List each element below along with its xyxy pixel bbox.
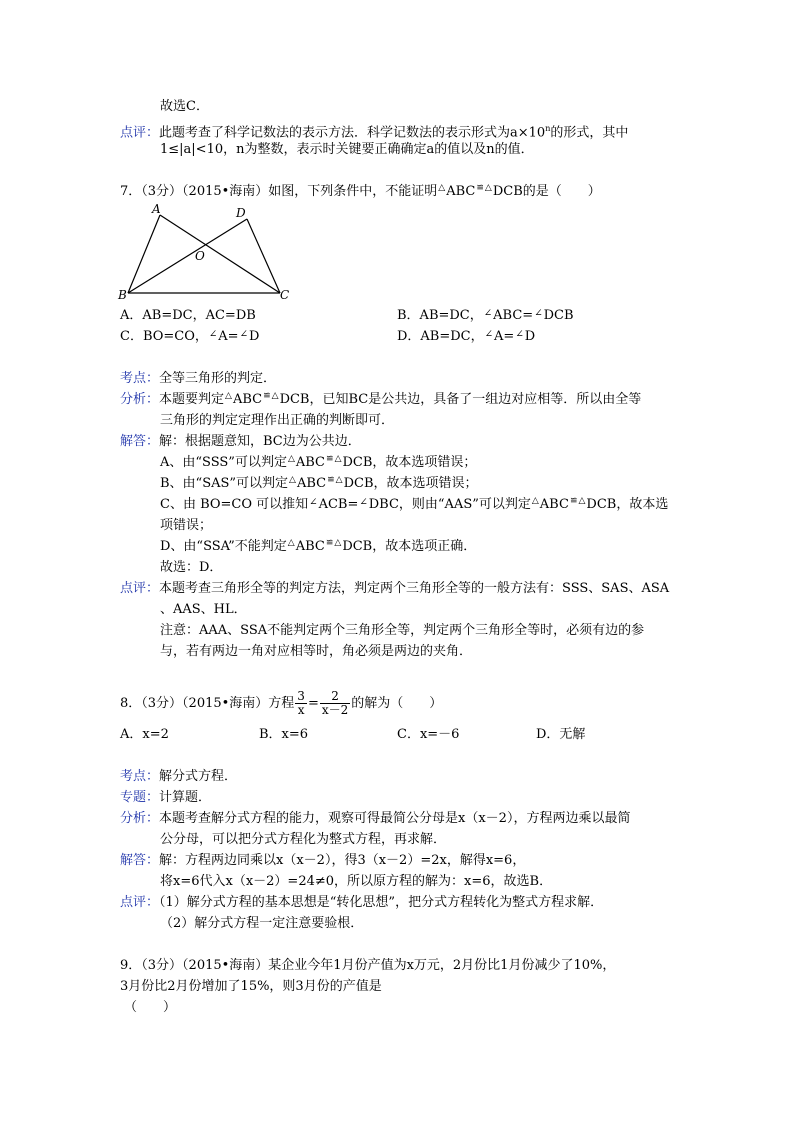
comment-text: 的形式，其中	[550, 125, 629, 141]
option-text: C．BO=CO，	[120, 329, 208, 344]
congruent-symbol: ≌	[476, 183, 483, 193]
fraction-numerator: 2	[320, 690, 350, 704]
q7-jieda-a	[160, 454, 476, 473]
q7-fenxi-line2: 三角形的判定定理作出正确的判断即可．	[160, 413, 395, 428]
jieda-text: ACB=	[318, 497, 359, 512]
jieda-text: B、由“SAS”可以判定	[160, 476, 289, 491]
q7-fenxi-line1	[120, 391, 641, 410]
triangle-symbol: △	[225, 391, 232, 401]
jieda-text: D、由“SSA”不能判定	[160, 539, 287, 554]
triangle-symbol: △	[289, 475, 296, 485]
equals-sign: =	[307, 696, 319, 711]
exponent: n	[545, 124, 551, 133]
tri-name: DCB	[586, 497, 617, 512]
q8-fenxi-line2: 公分母，可以把分式方程化为整式方程，再求解．	[160, 832, 447, 847]
kaodian-tag: 考点：	[120, 769, 160, 784]
fraction-denominator: x－2	[321, 703, 349, 717]
dianping-text: （1）解分式方程的基本思想是“转化思想”，把分式方程转化为整式方程求解．	[159, 895, 604, 910]
fraction-numerator: 3	[297, 689, 305, 703]
q8-jieda-line1	[120, 852, 525, 870]
jieda-text: 解：根据题意知，BC边为公共边．	[159, 434, 361, 449]
angle-symbol: ∠	[483, 308, 493, 319]
stem-text: 8．（3分）（2015•海南）方程	[120, 696, 295, 711]
triangle-symbol: △	[287, 454, 295, 464]
angle-symbol: ∠	[239, 329, 248, 340]
option-text: B．AB=DC，	[397, 308, 483, 323]
triangle-symbol: △	[287, 538, 295, 548]
q8-kaodian	[120, 768, 237, 786]
tri-name: DCB	[492, 184, 523, 199]
seg-AB	[128, 215, 160, 293]
q7-option-b	[397, 307, 574, 326]
jieda-text: DBC，则由“AAS”可以判定	[368, 497, 531, 512]
fenxi-tag: 分析：	[120, 392, 160, 407]
option-text: DCB	[543, 308, 574, 323]
q8-option-a: A．x=2	[120, 727, 169, 742]
fraction-3-over-x	[295, 690, 307, 717]
fenxi-tag: 分析：	[120, 811, 160, 826]
q9-stem-line1: 9．（3分）（2015•海南）某企业今年1月份产值为x万元，2月份比1月份减少了10%，	[120, 958, 616, 973]
q7-dianping-line2: 、AAS、HL．	[160, 602, 247, 617]
congruent-symbol: ≌	[326, 454, 333, 464]
dianping-tag: 点评：	[120, 581, 160, 596]
tri-name: DCB	[343, 476, 374, 491]
option-text: A=	[218, 329, 239, 344]
jieda-text: ，故本选项错误；	[372, 455, 477, 470]
jieda-text: 解：方程两边同乘以x（x－2），得3（x－2）=2x，解得x=6，	[159, 853, 526, 868]
fenxi-text: 本题要判定	[159, 392, 225, 407]
q7-kaodian	[120, 370, 276, 388]
jieda-tag: 解答：	[120, 853, 160, 868]
option-text: ABC=	[493, 308, 534, 323]
q9-stem-line2: 3月份比2月份增加了15%，则3月份的产值是	[120, 979, 382, 994]
jieda-text: ，故本选项正确．	[372, 539, 477, 554]
tri-name: DCB	[342, 539, 373, 554]
kaodian-text: 全等三角形的判定．	[159, 371, 277, 386]
tri-name: ABC	[539, 497, 569, 512]
triangle-symbol: △	[271, 391, 279, 401]
fraction-2-over-x-minus-2	[320, 690, 350, 717]
tri-name: DCB	[342, 455, 373, 470]
tri-name: ABC	[295, 539, 325, 554]
angle-symbol: ∠	[359, 497, 368, 508]
q7-option-c	[120, 328, 259, 347]
comment-tag: 点评：	[120, 125, 160, 141]
option-text: D．AB=DC，	[397, 329, 484, 344]
triangle-symbol: △	[335, 475, 343, 485]
jieda-tag: 解答：	[120, 434, 160, 449]
option-text: D	[248, 329, 260, 344]
angle-symbol: ∠	[484, 329, 494, 340]
tri-name: DCB	[279, 392, 310, 407]
jieda-text: ，故本选项错误；	[373, 476, 478, 491]
q8-stem	[120, 687, 442, 721]
tri-name: ABC	[296, 476, 327, 491]
tri-name: ABC	[295, 455, 326, 470]
q7-figure	[115, 200, 300, 305]
option-text: D	[524, 329, 536, 344]
dianping-tag: 点评：	[120, 895, 160, 910]
q7-option-a: A．AB=DC，AC=DB	[120, 308, 256, 323]
kaodian-text: 解分式方程．	[159, 769, 238, 784]
q7-jieda-line1	[120, 433, 361, 451]
q8-option-c: C．x=－6	[397, 727, 460, 742]
triangle-symbol: △	[578, 496, 586, 506]
angle-symbol: ∠	[515, 329, 524, 340]
q7-dianping-line3: 注意：AAA、SSA不能判定两个三角形全等，判定两个三角形全等时，必须有边的参	[160, 623, 645, 638]
q7-dianping-line4: 与，若有两边一角对应相等时，角必须是两边的夹角．	[160, 644, 473, 659]
fraction-denominator: x	[297, 703, 305, 717]
congruent-symbol: ≌	[263, 391, 270, 401]
congruent-symbol: ≌	[327, 475, 334, 485]
q8-option-b: B．x=6	[259, 727, 309, 742]
q8-option-d: D．无解	[536, 727, 586, 742]
triangle-symbol: △	[438, 183, 446, 193]
label-C: C	[280, 288, 290, 302]
prev-comment-line2: 1≤|a|<10，n为整数，表示时关键要正确确定a的值以及n的值．	[160, 142, 534, 157]
q7-jieda-c-line2: 项错误；	[160, 518, 213, 533]
q7-jieda-b	[160, 475, 478, 494]
label-D: D	[236, 206, 246, 220]
seg-DB	[128, 219, 247, 293]
q8-dianping-line1	[120, 894, 603, 912]
q8-fenxi-line1	[120, 810, 630, 828]
stem-text: 7．（3分）（2015•海南）如图，下列条件中，不能证明	[120, 184, 438, 199]
prev-comment-line1	[120, 120, 628, 142]
fenxi-text: 本题考查解分式方程的能力，观察可得最简公分母是x（x－2），方程两边乘以最简	[159, 811, 631, 826]
comment-text: 此题考查了科学记数法的表示方法．科学记数法的表示形式为a×10	[159, 125, 546, 141]
q8-dianping-line2: （2）解分式方程一定注意要验根．	[160, 916, 364, 931]
label-A: A	[152, 202, 161, 216]
q7-dianping-line1	[120, 580, 669, 598]
angle-symbol: ∠	[309, 497, 318, 508]
label-O: O	[195, 249, 205, 263]
jieda-text: A、由“SSS”可以判定	[160, 455, 287, 470]
triangle-symbol: △	[334, 454, 342, 464]
q9-stem-line3: （ ）	[124, 1000, 177, 1015]
triangle-symbol: △	[484, 183, 492, 193]
label-B: B	[118, 288, 127, 302]
jieda-text: ，故本选	[616, 497, 669, 512]
kaodian-tag: 考点：	[120, 371, 160, 386]
q7-jieda-answer: 故选：D．	[160, 560, 223, 575]
tri-name: ABC	[232, 392, 263, 407]
congruent-symbol: ≌	[325, 538, 333, 548]
zhuanti-tag: 专题：	[120, 790, 160, 805]
prev-answer: 故选C．	[160, 99, 209, 114]
q8-jieda-line2: 将x=6代入x（x－2）=24≠0，所以原方程的解为：x=6，故选B．	[160, 874, 553, 889]
option-text: A=	[494, 329, 515, 344]
congruent-symbol: ≌	[569, 496, 577, 506]
fenxi-text: ，已知BC是公共边，具备了一组边对应相等．所以由全等	[309, 392, 642, 407]
triangle-symbol: △	[334, 538, 342, 548]
q7-jieda-d	[160, 538, 476, 557]
q7-option-d	[397, 328, 535, 347]
q7-jieda-c	[160, 496, 668, 515]
zhuanti-text: 计算题．	[159, 790, 212, 805]
dianping-text: 本题考查三角形全等的判定方法，判定两个三角形全等的一般方法有：SSS、SAS、ASA	[159, 581, 670, 596]
stem-text: 的解为（ ）	[351, 696, 443, 711]
stem-text: 的是（ ）	[522, 184, 601, 199]
angle-symbol: ∠	[208, 329, 218, 340]
q8-zhuanti	[120, 789, 211, 807]
angle-symbol: ∠	[534, 308, 543, 319]
jieda-text: C、由 BO=CO 可以推知	[160, 497, 309, 512]
tri-name: ABC	[446, 184, 476, 199]
triangle-symbol: △	[531, 496, 539, 506]
